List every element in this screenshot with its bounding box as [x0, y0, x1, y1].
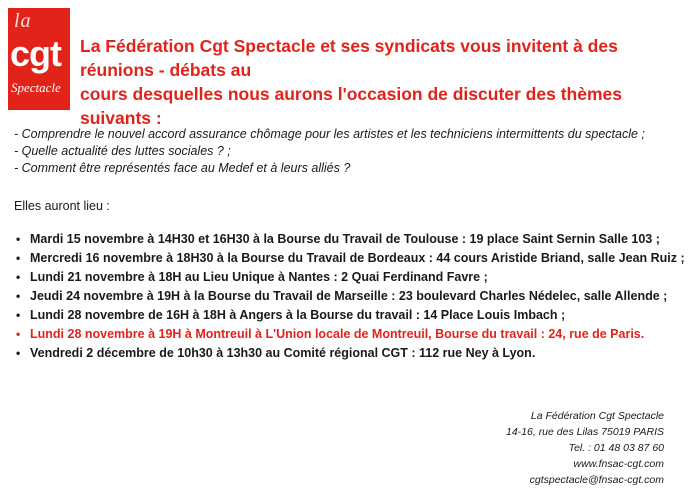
event-text: Mardi 15 novembre à 14H30 et 16H30 à la Bourse du Travail de Toulouse : 19 place Saint Sernin Salle 103 ;	[30, 232, 660, 246]
events-list	[14, 230, 694, 363]
event-item	[14, 230, 694, 249]
bullet-icon: •	[16, 327, 21, 341]
signature-phone: Tel. : 01 48 03 87 60	[568, 442, 664, 454]
logo-cgt-text: cgt	[10, 33, 61, 74]
topic-item: - Comment être représentés face au Medef et à leurs alliés ?	[14, 161, 351, 175]
event-text: Lundi 28 novembre de 16H à 18H à Angers à la Bourse du travail : 14 Place Louis Imbach ;	[30, 308, 566, 322]
signature-org: La Fédération Cgt Spectacle	[530, 410, 664, 422]
topics-list	[14, 126, 694, 177]
headline-line-2: cours desquelles nous aurons l'occasion de discuter des thèmes suivants :	[80, 84, 622, 128]
event-item	[14, 306, 694, 325]
cgt-spectacle-logo	[8, 8, 70, 110]
event-text: Lundi 28 novembre à 19H à Montreuil à L'Union locale de Montreuil, Bourse du travail : 24, rue de Paris.	[30, 327, 645, 341]
bullet-icon: •	[16, 346, 21, 360]
bullet-icon: •	[16, 289, 21, 303]
signature-block	[506, 408, 664, 488]
bullet-icon: •	[16, 308, 21, 322]
headline	[80, 34, 690, 130]
bullet-icon: •	[16, 251, 21, 265]
logo-la-text: la	[14, 10, 32, 32]
event-item	[14, 268, 694, 287]
headline-line-1: La Fédération Cgt Spectacle et ses syndicats vous invitent à des réunions - débats au	[80, 36, 618, 80]
intro-text: Elles auront lieu :	[14, 199, 110, 213]
signature-address: 14-16, rue des Lilas 75019 PARIS	[506, 426, 664, 438]
signature-email: cgtspectacle@fnsac-cgt.com	[529, 474, 664, 486]
event-item	[14, 249, 694, 268]
event-text: Jeudi 24 novembre à 19H à la Bourse du Travail de Marseille : 23 boulevard Charles Nédelec, salle Allende ;	[30, 289, 668, 303]
bullet-icon: •	[16, 232, 21, 246]
event-item	[14, 344, 694, 363]
logo-spectacle-text: Spectacle	[11, 80, 61, 95]
topic-item: - Quelle actualité des luttes sociales ? ;	[14, 144, 231, 158]
bullet-icon: •	[16, 270, 21, 284]
event-text: Vendredi 2 décembre de 10h30 à 13h30 au Comité régional CGT : 112 rue Ney à Lyon.	[30, 346, 536, 360]
event-item	[14, 325, 694, 344]
signature-website: www.fnsac-cgt.com	[573, 458, 664, 470]
event-item	[14, 287, 694, 306]
event-text: Lundi 21 novembre à 18H au Lieu Unique à Nantes : 2 Quai Ferdinand Favre ;	[30, 270, 488, 284]
topic-item: - Comprendre le nouvel accord assurance chômage pour les artistes et les techniciens intermittents du spectacle ;	[14, 127, 645, 141]
event-text: Mercredi 16 novembre à 18H30 à la Bourse du Travail de Bordeaux : 44 cours Aristide Briand, salle Jean Ruiz ;	[30, 251, 685, 265]
